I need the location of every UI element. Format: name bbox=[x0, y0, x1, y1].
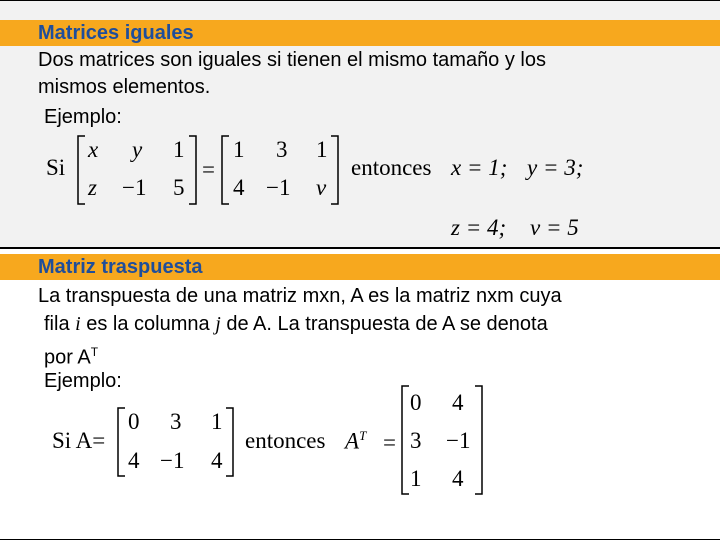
si-a-label: Si A= bbox=[52, 428, 106, 453]
matrix-t-cell: 0 bbox=[410, 390, 422, 415]
transpose-definition-line-1: La transpuesta de una matriz mxn, A es la matriz nxm cuya bbox=[38, 285, 562, 307]
matrix-t-right-bracket bbox=[474, 385, 484, 495]
matrix-a2-cell: 1 bbox=[211, 409, 223, 434]
matrix-b-cell: 4 bbox=[233, 175, 245, 200]
example-label-2: Ejemplo: bbox=[44, 370, 122, 392]
matrix-t-cell: 1 bbox=[410, 466, 422, 491]
matrix-t-cell: 3 bbox=[410, 428, 422, 453]
matrix-a2-right-bracket bbox=[225, 407, 235, 477]
equals-sign-2: = bbox=[383, 430, 396, 455]
heading-transpose: Matriz traspuesta bbox=[38, 256, 203, 278]
matrix-a2-cell: −1 bbox=[160, 448, 185, 473]
matrix-a2-cell: 4 bbox=[128, 448, 140, 473]
matrix-a-right-bracket bbox=[188, 135, 198, 205]
matrix-a2-cell: 4 bbox=[211, 448, 223, 473]
matrix-t-cell: 4 bbox=[452, 390, 464, 415]
matrix-a-cell: 5 bbox=[173, 175, 185, 200]
matrix-t-cell: 4 bbox=[452, 466, 464, 491]
transpose-definition-line-2: fila i es la columna j de A. La transpuesta de A se denota bbox=[44, 313, 548, 335]
definition-line-1: Dos matrices son iguales si tienen el mismo tamaño y los bbox=[38, 49, 546, 71]
matrix-a-cell: x bbox=[88, 137, 99, 162]
entonces-label-2: entonces bbox=[245, 428, 326, 453]
matrix-b-cell: 1 bbox=[233, 137, 245, 162]
heading-equal-matrices: Matrices iguales bbox=[38, 22, 194, 44]
transpose-label: $A^T$ bbox=[345, 428, 367, 454]
matrix-a-cell: y bbox=[132, 137, 143, 162]
matrix-b-cell: 1 bbox=[316, 137, 328, 162]
matrix-t-left-bracket bbox=[400, 385, 410, 495]
example-label-1: Ejemplo: bbox=[44, 106, 122, 128]
matrix-a-cell: 1 bbox=[173, 137, 185, 162]
result-x: x = 1; bbox=[451, 155, 508, 180]
si-label: Si bbox=[46, 155, 66, 180]
matrix-b-right-bracket bbox=[330, 135, 340, 205]
definition-line-2: mismos elementos. bbox=[38, 76, 211, 98]
matrix-t-cell: −1 bbox=[446, 428, 471, 453]
entonces-label: entonces bbox=[351, 155, 432, 180]
matrix-b-cell: v bbox=[316, 175, 327, 200]
transpose-definition-line-3: por $A^T$ bbox=[44, 345, 99, 369]
matrix-b-cell: 3 bbox=[276, 137, 288, 162]
matrix-a2-cell: 0 bbox=[128, 409, 140, 434]
matrix-b-cell: −1 bbox=[266, 175, 291, 200]
result-z: z = 4; bbox=[451, 215, 507, 240]
result-y: y = 3; bbox=[527, 155, 584, 180]
matrix-a-cell: −1 bbox=[122, 175, 147, 200]
matrix-a2-cell: 3 bbox=[170, 409, 182, 434]
matrix-a-cell: z bbox=[88, 175, 97, 200]
matrix-b-left-bracket bbox=[220, 135, 230, 205]
result-v: v = 5 bbox=[530, 215, 579, 240]
equals-sign: = bbox=[202, 157, 215, 182]
matrix-a2-left-bracket bbox=[116, 407, 126, 477]
matrix-a-left-bracket bbox=[76, 135, 86, 205]
